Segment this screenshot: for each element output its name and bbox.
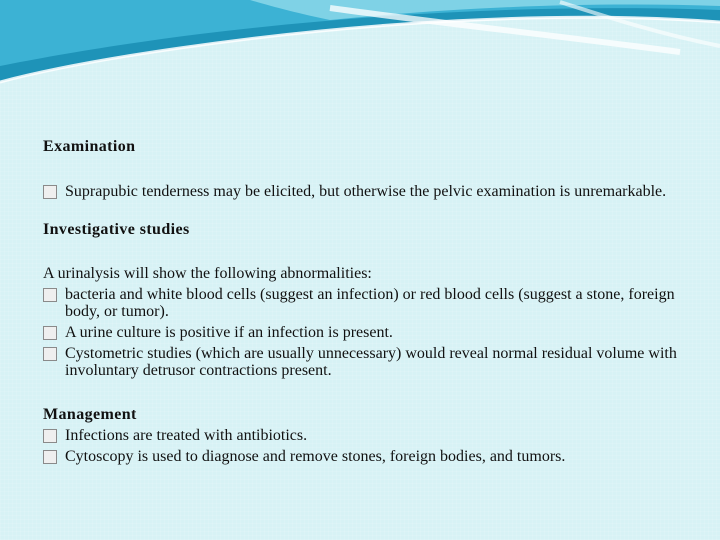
bullet-square-icon [43,347,57,361]
bullet-square-icon [43,288,57,302]
investigative-intro: A urinalysis will show the following abnormalities: [43,265,372,282]
bullet-square-icon [43,450,57,464]
bullet-square-icon [43,185,57,199]
list-item [43,427,683,444]
list-item [43,345,683,379]
list-item [43,448,683,465]
bullet-text: bacteria and white blood cells (suggest an infection) or red blood cells (suggest a stone, foreign body, or tumor). [65,286,675,320]
management-heading: Management [43,406,137,423]
examination-heading: Examination [43,138,136,155]
bullet-square-icon [43,429,57,443]
bullet-text: A urine culture is positive if an infection is present. [65,324,393,341]
bullet-text: Cystometric studies (which are usually unnecessary) would reveal normal residual volume with involuntary detrusor contractions present. [65,345,677,379]
bullet-square-icon [43,326,57,340]
bullet-text: Cytoscopy is used to diagnose and remove stones, foreign bodies, and tumors. [65,448,566,465]
investigative-heading: Investigative studies [43,221,190,238]
slide-content [43,138,683,465]
bullet-text: Suprapubic tenderness may be elicited, but otherwise the pelvic examination is unremarkable. [65,183,667,200]
bullet-text: Infections are treated with antibiotics. [65,427,308,444]
list-item [43,183,683,200]
list-item [43,286,683,320]
list-item [43,324,683,341]
header-swoosh-decoration [0,0,720,90]
